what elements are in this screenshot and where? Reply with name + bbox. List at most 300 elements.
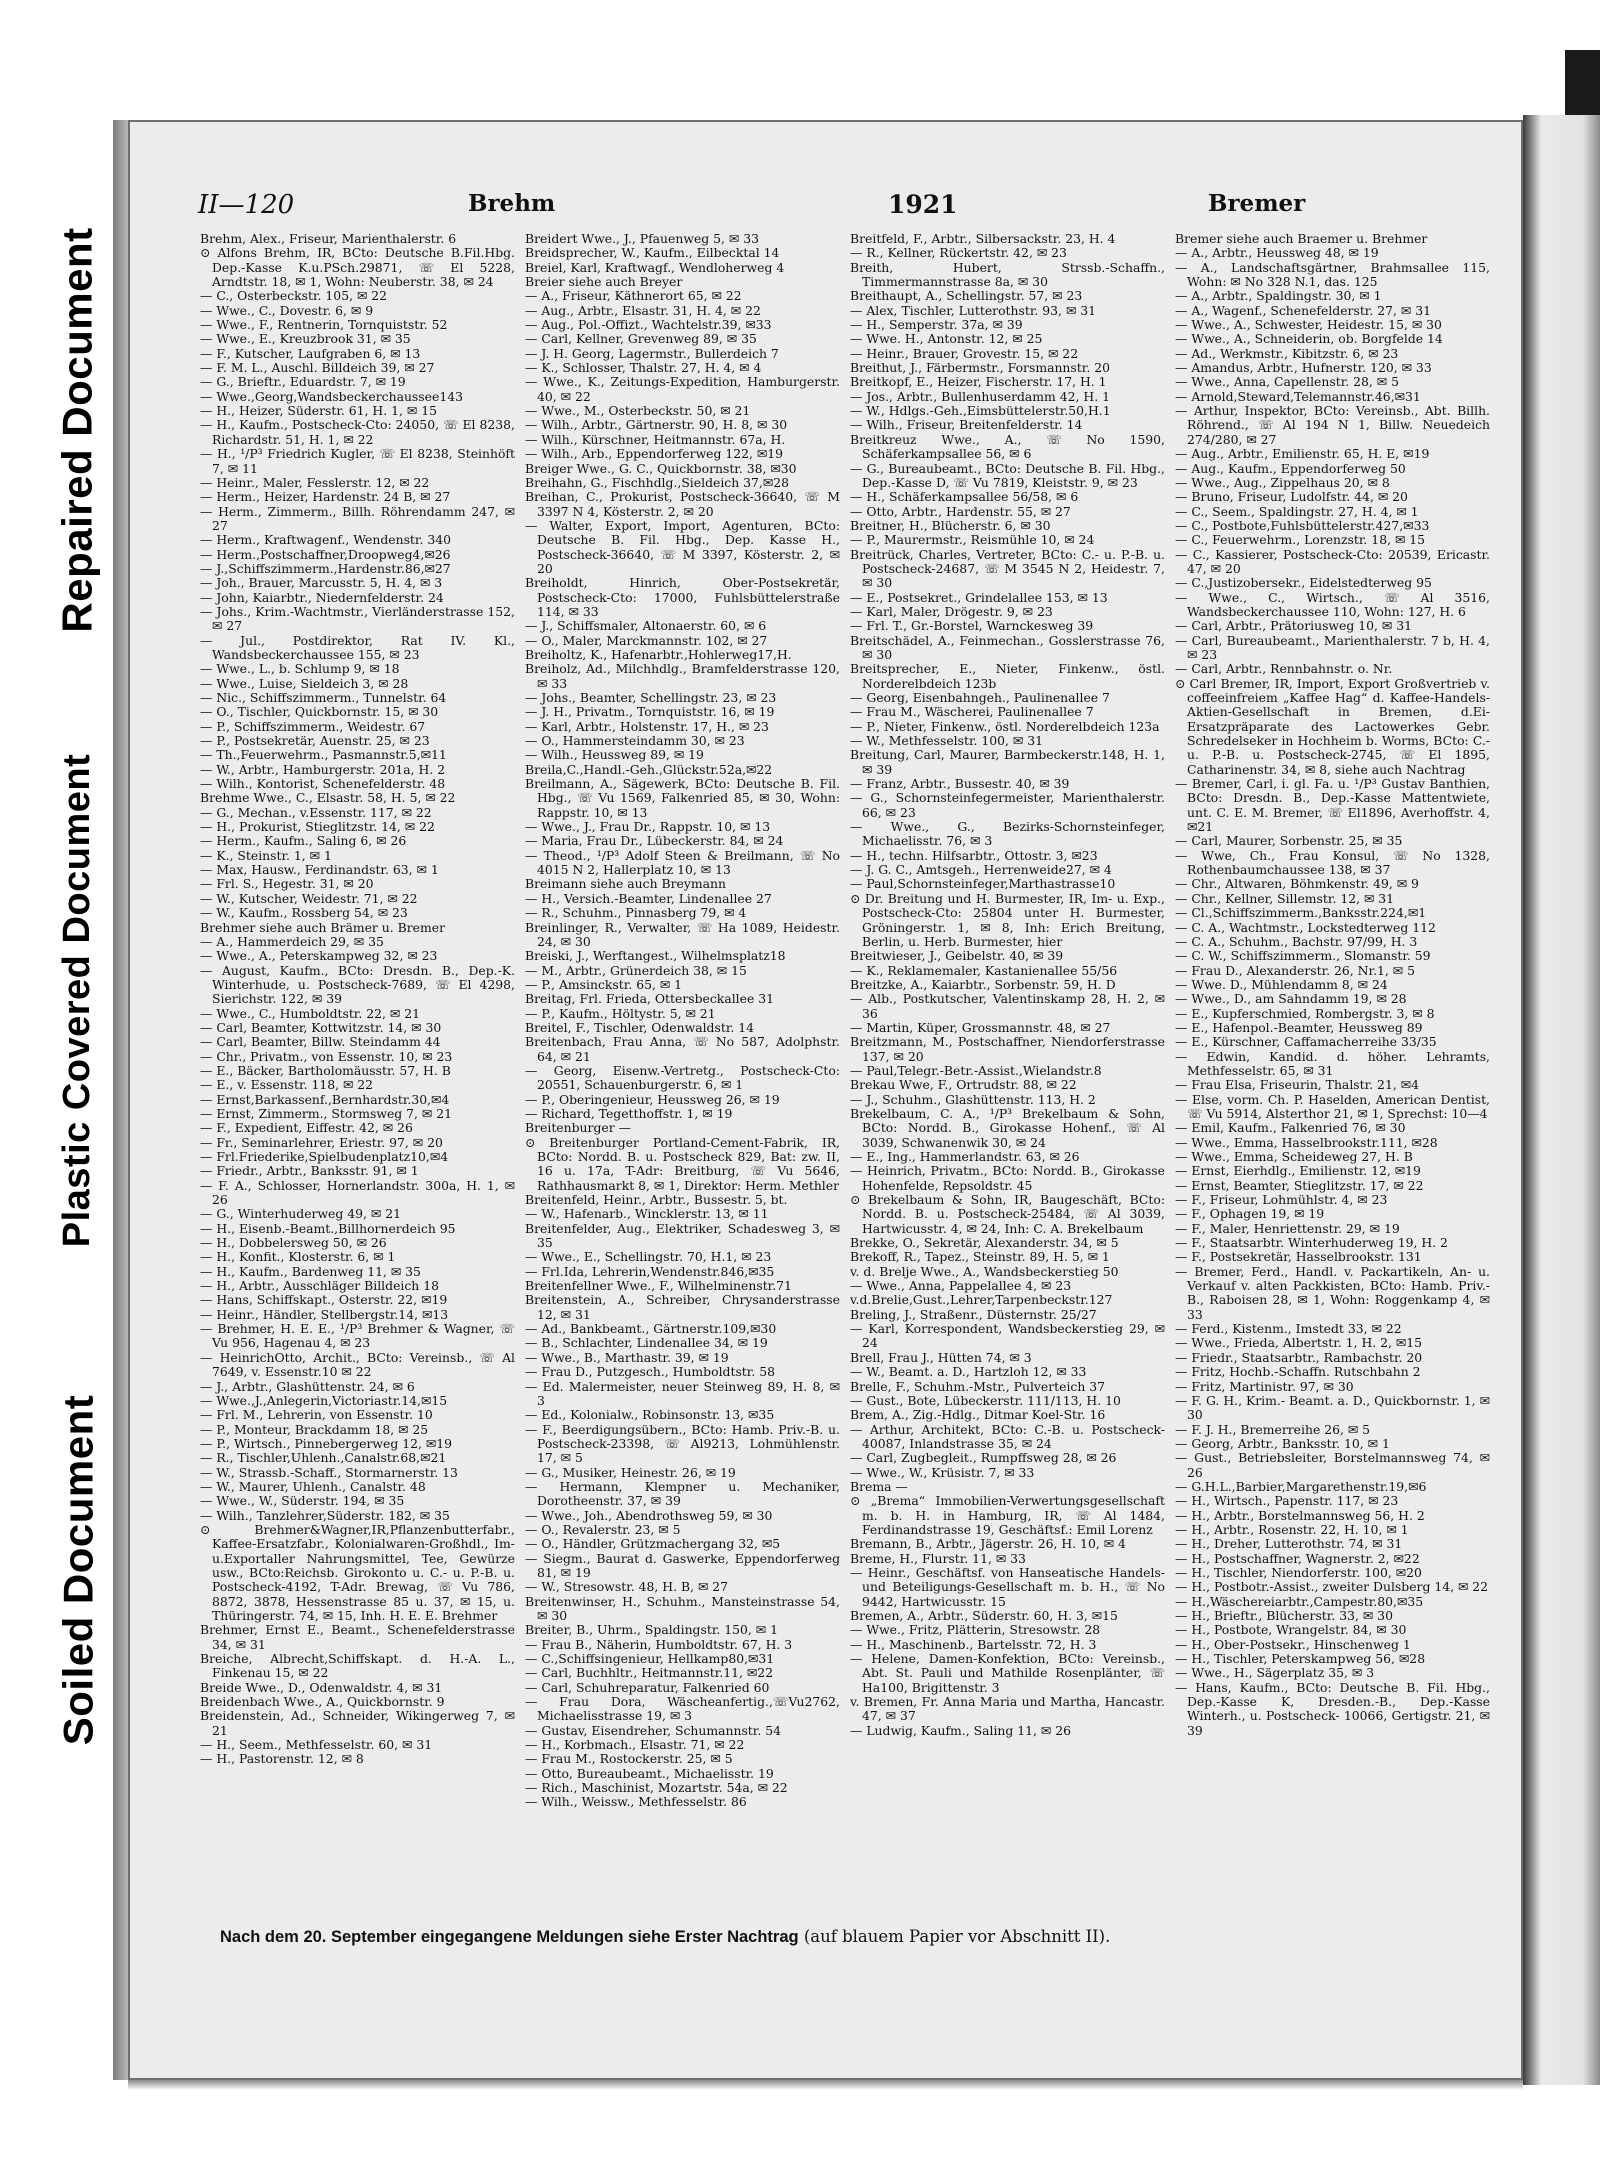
directory-entry: — O., Händler, Grützmachergang 32, ✉5 xyxy=(525,1536,781,1552)
directory-entry: — O., Hammersteindamm 30, ✉ 23 xyxy=(525,733,745,749)
directory-entry: — G., Winterhuderweg 49, ✉ 21 xyxy=(200,1206,401,1222)
directory-entry: — H., Dobbelersweg 50, ✉ 26 xyxy=(200,1235,387,1251)
directory-entry: — H., Prokurist, Stieglitzstr. 14, ✉ 22 xyxy=(200,819,435,835)
directory-entry: — Bremer, Ferd., Handl. v. Packartikeln, An- u. Verkauf v. alten Packkisten, BCto: Hamb. Priv.-B., Raboisen 28, ✉ 1, Wohn: Roggenkamp 4, ✉ 33 xyxy=(1175,1263,1490,1322)
directory-entry: — C., Feuerwehrm., Lorenzstr. 18, ✉ 15 xyxy=(1175,532,1426,548)
directory-entry: — H., Pastorenstr. 12, ✉ 8 xyxy=(200,1751,364,1767)
directory-entry: — F. A., Schlosser, Hornerlandstr. 300a, H. 1, ✉ 26 xyxy=(200,1177,515,1208)
directory-entry: — P., Kaufm., Höltystr. 5, ✉ 21 xyxy=(525,1005,716,1021)
directory-entry: — Frau B., Näherin, Humboldtstr. 67, H. 3 xyxy=(525,1636,793,1652)
directory-entry: — Siegm., Baurat d. Gaswerke, Eppendorferweg 81, ✉ 19 xyxy=(525,1550,840,1580)
directory-entry: — Maria, Frau Dr., Lübeckerstr. 84, ✉ 24 xyxy=(525,833,784,849)
directory-entry: — Johs., Beamter, Schellingstr. 23, ✉ 23 xyxy=(525,690,777,705)
directory-entry: Breitenfeld, Heinr., Arbtr., Bussestr. 5, bt. xyxy=(525,1192,788,1208)
directory-entry: — W., Arbtr., Hamburgerstr. 201a, H. 2 xyxy=(200,761,446,777)
directory-entry: — H., Arbtr., Rosenstr. 22, H. 10, ✉ 1 xyxy=(1175,1521,1409,1537)
directory-entry: — Gust., Bote, Lübeckerstr. 111/113, H. 10 xyxy=(850,1392,1121,1408)
directory-entry: — H., Eisenb.-Beamt.,Billhornerdeich 95 xyxy=(200,1220,456,1236)
directory-entry: — H., Heizer, Süderstr. 61, H. 1, ✉ 15 xyxy=(200,403,437,419)
directory-entry: Brell, Frau J., Hütten 74, ✉ 3 xyxy=(850,1349,1032,1365)
directory-entry: — Wwe., Joh., Abendrothsweg 59, ✉ 30 xyxy=(525,1507,773,1523)
directory-entry: — E., Postsekret., Grindelallee 153, ✉ 13 xyxy=(850,589,1108,605)
directory-entry: — Georg, Arbtr., Banksstr. 10, ✉ 1 xyxy=(1175,1435,1390,1451)
column-4 xyxy=(1175,232,1490,1892)
directory-entry: — Heinr., Geschäftsf. von Hanseatische Handels-und Beteiligungs-Gesellschaft m. b. H., ☏ No 9442, Hartwicusstr. 15 xyxy=(850,1564,1165,1609)
directory-entry: Breithaupt, A., Schellingstr. 57, ✉ 23 xyxy=(850,288,1083,304)
directory-entry: — F., Beerdigungsübern., BCto: Hamb. Priv.-B. u. Postscheck-23398, ☏ Al9213, Lohmühlenstr. 17, ✉ 5 xyxy=(525,1421,840,1466)
directory-entry: — A., Arbtr., Spaldingstr. 30, ✉ 1 xyxy=(1175,288,1382,304)
directory-entry: — Wwe., A., Schwester, Heidestr. 15, ✉ 30 xyxy=(1175,317,1442,333)
directory-entry: — H., Konfit., Klosterstr. 6, ✉ 1 xyxy=(200,1249,396,1265)
directory-entry: Breila,C.,Handl.-Geh.,Glückstr.52a,✉22 xyxy=(525,761,773,777)
directory-entry: — H., Postschaffner, Wagnerstr. 2, ✉22 xyxy=(1175,1550,1420,1566)
directory-entry: — Wwe., D., am Sahndamm 19, ✉ 28 xyxy=(1175,991,1407,1007)
column-3 xyxy=(850,232,1165,1892)
directory-entry: — Wwe., Anna, Capellenstr. 28, ✉ 5 xyxy=(1175,374,1399,390)
directory-entry: — Friedr., Arbtr., Banksstr. 91, ✉ 1 xyxy=(200,1163,419,1179)
directory-entry: — F., Expedient, Eiffestr. 42, ✉ 26 xyxy=(200,1120,413,1136)
directory-entry: — W., Hdlgs.-Geh.,Eimsbüttelerstr.50,H.1 xyxy=(850,403,1111,419)
directory-entry: — Frau Elsa, Friseurin, Thalstr. 21, ✉4 xyxy=(1175,1077,1419,1093)
plastic-covered-document-label xyxy=(48,720,108,1280)
directory-entry: — Franz, Arbtr., Bussestr. 40, ✉ 39 xyxy=(850,776,1070,792)
directory-entry: — Frl. T., Gr.-Borstel, Warnckesweg 39 xyxy=(850,618,1094,634)
directory-entry: — B., Schlachter, Lindenallee 34, ✉ 19 xyxy=(525,1335,768,1351)
directory-entry: Breitzmann, M., Postschaffner, Niendorferstrasse 137, ✉ 20 xyxy=(850,1034,1165,1064)
directory-entry: — J. G. C., Amtsgeh., Herrenweide27, ✉ 4 xyxy=(850,862,1112,878)
directory-entry: — Wwe., L., b. Schlump 9, ✉ 18 xyxy=(200,661,400,677)
directory-entry: — Aug., Arbtr., Emilienstr. 65, H. E, ✉19 xyxy=(1175,446,1430,462)
page-bottom-shadow xyxy=(128,2080,1523,2090)
directory-entry: Bremer siehe auch Braemer u. Brehmer xyxy=(1175,232,1428,246)
directory-entry: — H., Maschinenb., Bartelsstr. 72, H. 3 xyxy=(850,1636,1097,1652)
directory-entry: — Karl, Arbtr., Holstenstr. 17, H., ✉ 23 xyxy=(525,718,769,734)
directory-entry: — A., Hammerdeich 29, ✉ 35 xyxy=(200,933,384,949)
directory-entry: — H., ¹/P³ Friedrich Kugler, ☏ El 8238, Steinhöft 7, ✉ 11 xyxy=(200,446,515,476)
directory-entry: — Carl, Beamter, Billw. Steindamm 44 xyxy=(200,1034,441,1050)
next-page-edge xyxy=(1523,115,1600,2085)
directory-entry: — Joh., Brauer, Marcusstr. 5, H. 4, ✉ 3 xyxy=(200,575,443,591)
directory-entry: — August, Kaufm., BCto: Dresdn. B., Dep.-K. Winterhude, u. Postscheck-7689, ☏ El 4298, Sierichstr. 122, ✉ 39 xyxy=(200,962,515,1007)
directory-entry: — F., Ophagen 19, ✉ 19 xyxy=(1175,1206,1325,1222)
directory-entry: — Frl.Friederike,Spielbudenplatz10,✉4 xyxy=(200,1149,449,1164)
directory-entry: — R., Schuhm., Pinnasberg 79, ✉ 4 xyxy=(525,905,747,921)
directory-entry: — Rich., Maschinist, Mozartstr. 54a, ✉ 22 xyxy=(525,1780,788,1796)
directory-entry: — G., Musiker, Heinestr. 26, ✉ 19 xyxy=(525,1464,736,1480)
directory-entry: — J. H., Privatm., Tornquiststr. 16, ✉ 19 xyxy=(525,704,775,720)
directory-entry: — H., Arbtr., Borstelmannsweg 56, H. 2 xyxy=(1175,1507,1425,1523)
footer-note xyxy=(220,1927,1470,1947)
directory-entry: — Paul,Telegr.-Betr.-Assist.,Wielandstr.8 xyxy=(850,1062,1102,1078)
directory-entry: — Wwe., Emma, Hasselbrookstr.111, ✉28 xyxy=(1175,1134,1438,1150)
directory-entry: Brelle, F., Schuhm.-Mstr., Pulverteich 37 xyxy=(850,1378,1106,1394)
directory-entry: Breiche, Albrecht,Schiffskapt. d. H.-A. L., Finkenau 15, ✉ 22 xyxy=(200,1651,515,1681)
directory-entry: Breitrück, Charles, Vertreter, BCto: C.- u. P.-B. u. Postscheck-24687, ☏ M 3545 N 2, Heidestr. 7, ✉ 30 xyxy=(850,546,1165,591)
plastic-covered-document-text: Plastic Covered Document xyxy=(56,753,99,1247)
directory-entry: — A., Wagenf., Schenefelderstr. 27, ✉ 31 xyxy=(1175,302,1431,318)
directory-entry: — O., Maler, Marckmannstr. 102, ✉ 27 xyxy=(525,632,768,648)
directory-entry: — A., Arbtr., Heussweg 48, ✉ 19 xyxy=(1175,245,1379,261)
column-1 xyxy=(200,232,515,1892)
directory-entry: — Wwe., M., Osterbeckstr. 50, ✉ 21 xyxy=(525,403,751,419)
directory-entry: — E., Kupferschmied, Rombergstr. 3, ✉ 8 xyxy=(1175,1005,1435,1021)
directory-entry: — Th.,Feuerwehrm., Pasmannstr.5,✉11 xyxy=(200,747,447,763)
directory-entry: — C., Postbote,Fuhlsbüttelerstr.427,✉33 xyxy=(1175,517,1430,533)
directory-entry: — Arthur, Inspektor, BCto: Vereinsb., Abt. Billh. Röhrend., ☏ Al 194 N 1, Billw. Neuedeich 274/280, ✉ 27 xyxy=(1175,403,1490,447)
directory-entry: — Ernst, Zimmerm., Stormsweg 7, ✉ 21 xyxy=(200,1105,452,1121)
directory-entry: — Wilh., Friseur, Breitenfelderstr. 14 xyxy=(850,417,1083,433)
directory-entry: Breitfeld, F., Arbtr., Silbersackstr. 23, H. 4 xyxy=(850,232,1116,246)
directory-entry: — HeinrichOtto, Archit., BCto: Vereinsb., ☏ Al 7649, v. Essenstr.10 ✉ 22 xyxy=(200,1349,515,1380)
directory-entry: — Frau M., Wäscherei, Paulinenallee 7 xyxy=(850,704,1094,720)
directory-entry: — Wwe., F., Rentnerin, Tornquiststr. 52 xyxy=(200,317,448,333)
directory-entry: — Wwe., A., Peterskampweg 32, ✉ 23 xyxy=(200,948,438,964)
directory-entry: — Carl, Buchhltr., Heitmannstr.11, ✉22 xyxy=(525,1665,774,1681)
directory-entry: — H.,Wäschereiarbtr.,Campestr.80,✉35 xyxy=(1175,1593,1424,1609)
directory-entry: — Arnold,Steward,Telemannstr.46,✉31 xyxy=(1175,388,1421,404)
directory-entry: — P., Schiffszimmerm., Weidestr. 67 xyxy=(200,718,426,734)
directory-entry: — Aug., Kaufm., Eppendorferweg 50 xyxy=(1175,460,1406,476)
directory-entry: Breithut, J., Färbermstr., Forsmannstr. 20 xyxy=(850,360,1110,376)
directory-entry: — Wwe., E., Kreuzbrook 31, ✉ 35 xyxy=(200,331,411,347)
directory-entry: — H., Kaufm., Postscheck-Cto: 24050, ☏ El 8238, Richardstr. 51, H. 1, ✉ 22 xyxy=(200,417,515,447)
directory-entry: — K., Schlosser, Thalstr. 27, H. 4, ✉ 4 xyxy=(525,360,762,376)
directory-entry: Breihan, C., Prokurist, Postscheck-36640, ☏ M 3397 N 4, Kösterstr. 2, ✉ 20 xyxy=(525,489,840,519)
directory-entry: — R., Kellner, Rückertstr. 42, ✉ 23 xyxy=(850,245,1067,261)
directory-entry: Brehme Wwe., C., Elsastr. 58, H. 5, ✉ 22 xyxy=(200,790,456,806)
directory-entry: — F., Postsekretär, Hasselbrookstr. 131 xyxy=(1175,1249,1422,1265)
directory-entry: — Ed. Malermeister, neuer Steinweg 89, H. 8, ✉ 3 xyxy=(525,1378,840,1408)
directory-entry: — P., Amsinckstr. 65, ✉ 1 xyxy=(525,976,683,992)
directory-entry: — Frau D., Putzgesch., Humboldtstr. 58 xyxy=(525,1364,775,1380)
directory-entry: — C. A., Wachtmstr., Lockstedterweg 112 xyxy=(1175,919,1436,935)
directory-entry: — H., Postbotr.-Assist., zweiter Dulsberg 14, ✉ 22 xyxy=(1175,1579,1489,1595)
directory-entry: — H., Dreher, Lutterothstr. 74, ✉ 31 xyxy=(1175,1536,1403,1552)
directory-entry: — Nic., Schiffszimmerm., Tunnelstr. 64 xyxy=(200,690,447,705)
directory-entry: — Frl. S., Hegestr. 31, ✉ 20 xyxy=(200,876,374,892)
directory-entry: Breitenwinser, H., Schuhm., Mansteinstrasse 54, ✉ 30 xyxy=(525,1593,840,1623)
directory-entry: — Chr., Kellner, Sillemstr. 12, ✉ 31 xyxy=(1175,890,1395,906)
directory-entry: — Richard, Tegetthoffstr. 1, ✉ 19 xyxy=(525,1105,733,1121)
directory-entry: Breiski, J., Werftangest., Wilhelmsplatz18 xyxy=(525,948,786,964)
directory-entry: — M., Arbtr., Grünerdeich 38, ✉ 15 xyxy=(525,962,747,978)
directory-entry: Breitkreuz Wwe., A., ☏ No 1590, Schäferkampsallee 56, ✉ 6 xyxy=(850,431,1165,462)
directory-entry: — Alex, Tischler, Lutterothstr. 93, ✉ 31 xyxy=(850,302,1097,318)
directory-entry: Brekoff, R., Tapez., Steinstr. 89, H. 5, ✉ 1 xyxy=(850,1249,1110,1265)
directory-entry: — E., Hafenpol.-Beamter, Heussweg 89 xyxy=(1175,1019,1423,1035)
left-guide-word: Brehm xyxy=(468,190,556,217)
directory-entry: — C.,Schiffsingenieur, Hellkamp80,✉31 xyxy=(525,1651,775,1667)
directory-entry: — Wwe., K., Zeitungs-Expedition, Hamburgerstr. 40, ✉ 22 xyxy=(525,374,840,404)
directory-entry: — F., Kutscher, Laufgraben 6, ✉ 13 xyxy=(200,345,421,361)
directory-entry: — Wilh., Heussweg 89, ✉ 19 xyxy=(525,747,704,763)
directory-entry: — H., Brieftr., Blücherstr. 33, ✉ 30 xyxy=(1175,1608,1393,1623)
directory-entry: Bremen, A., Arbtr., Süderstr. 60, H. 3, ✉15 xyxy=(850,1608,1118,1623)
directory-entry: — Wwe., Luise, Sieldeich 3, ✉ 28 xyxy=(200,675,409,691)
directory-entry: — Ad., Bankbeamt., Gärtnerstr.109,✉30 xyxy=(525,1321,777,1337)
directory-entry: — Ernst,Barkassenf.,Bernhardstr.30,✉4 xyxy=(200,1091,450,1107)
directory-entry: — Amandus, Arbtr., Hufnerstr. 120, ✉ 33 xyxy=(1175,360,1432,376)
directory-entry: — Frl.Ida, Lehrerin,Wendenstr.846,✉35 xyxy=(525,1263,775,1279)
directory-entry: — Jos., Arbtr., Bullenhuserdamm 42, H. 1 xyxy=(850,388,1110,404)
directory-entry: — Alb., Postkutscher, Valentinskamp 28, H. 2, ✉ 36 xyxy=(850,991,1165,1021)
directory-entry: — Wilh., Arb., Eppendorferweg 122, ✉19 xyxy=(525,446,784,462)
directory-entry: — Carl, Arbtr., Rennbahnstr. o. Nr. xyxy=(1175,661,1393,677)
directory-entry: — G., Bureaubeamt., BCto: Deutsche B. Fil. Hbg., Dep.-Kasse D, ☏ Vu 7819, Kleiststr. 9, ✉ 23 xyxy=(850,460,1165,490)
directory-entry: — Wwe., C., Dovestr. 6, ✉ 9 xyxy=(200,302,374,318)
directory-entry: Brem, A., Zig.-Hdlg., Ditmar Koel-Str. 16 xyxy=(850,1407,1106,1423)
directory-entry: — C. W., Schiffszimmerm., Slomanstr. 59 xyxy=(1175,948,1431,964)
directory-entry: — Wilh., Kürschner, Heitmannstr. 67a, H. xyxy=(525,431,786,447)
directory-entry: Breilmann, A., Sägewerk, BCto: Deutsche B. Fil. Hbg., ☏ Vu 1569, Falkenried 85, ✉ 30, Wohn: Rappstr. 10, ✉ 13 xyxy=(525,776,840,820)
directory-entry: — C., Osterbeckstr. 105, ✉ 22 xyxy=(200,288,388,304)
directory-entry: Breitzke, A., Kaiarbtr., Sorbenstr. 59, H. D xyxy=(850,976,1116,992)
directory-entry: — Wwe.,Georg,Wandsbeckerchaussee143 xyxy=(200,388,463,404)
directory-entry: — Fritz, Hochb.-Schaffn. Rutschbahn 2 xyxy=(1175,1364,1421,1380)
directory-entry: Breidenbach Wwe., A., Quickbornstr. 9 xyxy=(200,1694,445,1710)
directory-entry: — Carl, Arbtr., Prätoriusweg 10, ✉ 31 xyxy=(1175,618,1412,634)
directory-entry: — Else, vorm. Ch. P. Haselden, American Dentist, ☏ Vu 5914, Alsterthor 21, ✉ 1, Sprechst: 10—4 xyxy=(1175,1091,1490,1121)
directory-entry: — Wwe. H., Antonstr. 12, ✉ 25 xyxy=(850,331,1043,347)
directory-entry: — Wwe., W., Süderstr. 194, ✉ 35 xyxy=(200,1493,405,1509)
directory-entry: — W., Beamt. a. D., Hartzloh 12, ✉ 33 xyxy=(850,1364,1087,1380)
directory-entry: Brehm, Alex., Friseur, Marienthalerstr. 6 xyxy=(200,232,457,246)
directory-entry: — F., Staatsarbtr. Winterhuderweg 19, H. 2 xyxy=(1175,1235,1448,1251)
directory-entry: — J., Schiffsmaler, Altonaerstr. 60, ✉ 6 xyxy=(525,618,767,634)
directory-entry: — Wwe., E., Schellingstr. 70, H.1, ✉ 23 xyxy=(525,1249,772,1265)
directory-entry: — Heinrich, Privatm., BCto: Nordd. B., Girokasse Hohenfelde, Repsoldstr. 45 xyxy=(850,1163,1165,1193)
directory-entry: — P., Postsekretär, Auenstr. 25, ✉ 23 xyxy=(200,733,430,749)
directory-entry: — Emil, Kaufm., Falkenried 76, ✉ 30 xyxy=(1175,1120,1406,1136)
directory-entry: — Wilh., Weissw., Methfesselstr. 86 xyxy=(525,1794,747,1810)
directory-entry: — P., Monteur, Brackdamm 18, ✉ 25 xyxy=(200,1421,429,1437)
directory-entry: — G., Mechan., v.Essenstr. 117, ✉ 22 xyxy=(200,804,432,820)
directory-entry: — P., Maurermstr., Reismühle 10, ✉ 24 xyxy=(850,532,1095,548)
directory-entry: — K., Reklamemaler, Kastanienallee 55/56 xyxy=(850,962,1118,978)
directory-entry: — W., Strassb.-Schaff., Stormarnerstr. 13 xyxy=(200,1464,458,1480)
directory-entry: — Wilh., Arbtr., Gärtnerstr. 90, H. 8, ✉ 30 xyxy=(525,417,788,433)
directory-entry: — E., v. Essenstr. 118, ✉ 22 xyxy=(200,1077,374,1093)
directory-entry: v. Bremen, Fr. Anna Maria und Martha, Hancastr. 47, ✉ 37 xyxy=(850,1694,1165,1724)
directory-entry: — Chr., Privatm., von Essenstr. 10, ✉ 23 xyxy=(200,1048,453,1064)
directory-entry: Breitel, F., Tischler, Odenwaldstr. 14 xyxy=(525,1019,755,1035)
directory-entry: Breitenbach, Frau Anna, ☏ No 587, Adolphstr. 64, ✉ 21 xyxy=(525,1034,840,1064)
directory-entry: Brekau Wwe, F., Ortrudstr. 88, ✉ 22 xyxy=(850,1077,1077,1093)
directory-entry: — Wwe., Frieda, Albertstr. 1, H. 2, ✉15 xyxy=(1175,1335,1423,1351)
directory-entry: — Wwe. D., Mühlendamm 8, ✉ 24 xyxy=(1175,976,1388,992)
directory-entry: — W., Kaufm., Rossberg 54, ✉ 23 xyxy=(200,905,408,921)
directory-entry: — Paul,Schornsteinfeger,Marthastrasse10 xyxy=(850,876,1116,892)
directory-entry: — Otto, Bureaubeamt., Michaelisstr. 19 xyxy=(525,1765,774,1781)
directory-entry: v. d. Brelje Wwe., A., Wandsbeckerstieg 50 xyxy=(850,1263,1119,1279)
directory-entry: — H., Seem., Methfesselstr. 60, ✉ 31 xyxy=(200,1737,433,1753)
directory-entry: Breitenfelder, Aug., Elektriker, Schadesweg 3, ✉ 35 xyxy=(525,1220,840,1251)
soiled-document-text: Soiled Document xyxy=(54,1394,102,1746)
directory-entry: — K., Steinstr. 1, ✉ 1 xyxy=(200,847,332,863)
directory-entry: — Wwe., Fritz, Plätterin, Stresowstr. 28 xyxy=(850,1622,1101,1638)
directory-entry: — H., Korbmach., Elsastr. 71, ✉ 22 xyxy=(525,1737,745,1753)
directory-entry: — W., Stresowstr. 48, H. B, ✉ 27 xyxy=(525,1579,729,1595)
directory-entry: — H., Tischler, Peterskampweg 56, ✉28 xyxy=(1175,1651,1426,1667)
directory-entry: — H., Schäferkampsallee 56/58, ✉ 6 xyxy=(850,489,1079,505)
directory-entry: Brehmer, Ernst E., Beamt., Schenefelderstrasse 34, ✉ 31 xyxy=(200,1622,515,1652)
directory-entry: — H., Versich.-Beamter, Lindenallee 27 xyxy=(525,890,772,906)
directory-entry: — Carl, Kellner, Grevenweg 89, ✉ 35 xyxy=(525,331,757,347)
directory-page xyxy=(128,120,1523,2080)
directory-entry: — H., techn. Hilfsarbtr., Ottostr. 3, ✉23 xyxy=(850,847,1098,863)
directory-entry: Breimann siehe auch Breymann xyxy=(525,876,726,892)
repaired-document-label xyxy=(48,150,108,710)
directory-entry: ⊙ Dr. Breitung und H. Burmester, IR, Im- u. Exp., Postscheck-Cto: 25804 unter H. Burmester, Gröningerstr. 1, ✉ 8, Inh: Erich Breitung, Berlin, u. Herb. Burmester, hier xyxy=(850,890,1165,949)
directory-entry: — Max, Hausw., Ferdinandstr. 63, ✉ 1 xyxy=(200,862,439,878)
directory-entry: — F. M. L., Auschl. Billdeich 39, ✉ 27 xyxy=(200,360,435,376)
directory-entry: — G.H.L.,Barbier,Margarethenstr.19,✉6 xyxy=(1175,1478,1427,1494)
directory-entry: — Georg, Eisenbahngeh., Paulinenallee 7 xyxy=(850,690,1110,705)
directory-entry: — Heinr., Maler, Fesslerstr. 12, ✉ 22 xyxy=(200,474,430,490)
directory-entry: — W., Maurer, Uhlenh., Canalstr. 48 xyxy=(200,1478,426,1494)
directory-entry: Breiholz, Ad., Milchhdlg., Bramfelderstrasse 120, ✉ 33 xyxy=(525,661,840,691)
directory-entry: — Otto, Arbtr., Hardenstr. 55, ✉ 27 xyxy=(850,503,1071,519)
directory-entry: Brekke, O., Sekretär, Alexanderstr. 34, ✉ 5 xyxy=(850,1235,1119,1251)
directory-entry: — H., Postbote, Wrangelstr. 84, ✉ 30 xyxy=(1175,1622,1407,1638)
repaired-document-text: Repaired Document xyxy=(54,227,101,633)
directory-entry: Breitenstein, A., Schreiber, Chrysanderstrasse 12, ✉ 31 xyxy=(525,1292,840,1322)
directory-entry: — O., Revalerstr. 23, ✉ 5 xyxy=(525,1521,681,1537)
directory-entry: — J., Arbtr., Glashüttenstr. 24, ✉ 6 xyxy=(200,1378,415,1394)
directory-entry: — Friedr., Staatsarbtr., Rambachstr. 20 xyxy=(1175,1349,1423,1365)
directory-entry: Breitkopf, E., Heizer, Fischerstr. 17, H. 1 xyxy=(850,374,1107,390)
directory-entry: ⊙ Alfons Brehm, IR, BCto: Deutsche B.Fil.Hbg. Dep.-Kasse K.u.PSch.29871, ☏ El 5228, Arndtstr. 18, ✉ 1, Wohn: Neuberstr. 38, ✉ 24 xyxy=(200,245,515,290)
directory-entry: — P., Nieter, Finkenw., östl. Norderelbdeich 123a xyxy=(850,718,1160,734)
directory-entry: — Wwe., W., Krüsistr. 7, ✉ 33 xyxy=(850,1464,1035,1480)
directory-entry: — Walter, Export, Import, Agenturen, BCto: Deutsche B. Fil. Hbg., Dep. Kasse H., Postscheck-36640, ☏ M 3397, Kösterstr. 2, ✉ 20 xyxy=(525,517,840,576)
directory-entry: — Brehmer, H. E. E., ¹/P³ Brehmer & Wagner, ☏ Vu 956, Hagenau 4, ✉ 23 xyxy=(200,1321,515,1351)
directory-entry: — Carl, Zugbegleit., Rumpffsweg 28, ✉ 26 xyxy=(850,1450,1117,1466)
directory-entry: Brema — xyxy=(850,1478,908,1494)
directory-entry: ⊙ Brehmer&Wagner,IR,Pflanzenbutterfabr., Kaffee-Ersatzfabr., Kolonialwaren-Großhdl., Im-u.Exportaller Nahrungsmittel, Tee, Gewürze usw., BCto:Reichsb. Girokonto u. C.- u. P.-B. u. Postscheck-4192, T-Adr. Brewag, ☏ Vu 786, 8872, 3878, Hessenstrasse 85 u. 37, ✉ 15, u. Thüringerstr. 74, ✉ 15, Inh. H. E. E. Brehmer xyxy=(200,1521,515,1623)
directory-entry: — Herm., Zimmerm., Billh. Röhrendamm 247, ✉ 27 xyxy=(200,503,515,533)
directory-entry: — Wwe, Ch., Frau Konsul, ☏ No 1328, Rothenbaumchaussee 138, ✉ 37 xyxy=(1175,847,1490,878)
directory-entry: Breitag, Frl. Frieda, Ottersbeckallee 31 xyxy=(525,991,774,1007)
directory-entry: Breitung, Carl, Maurer, Barmbeckerstr.148, H. 1, ✉ 39 xyxy=(850,747,1165,777)
directory-entry: — Aug., Pol.-Offizt., Wachtelstr.39, ✉33 xyxy=(525,317,772,333)
directory-entry: — C. A., Schuhm., Bachstr. 97/99, H. 3 xyxy=(1175,933,1418,949)
directory-entry: — Ed., Kolonialw., Robinsonstr. 13, ✉35 xyxy=(525,1407,775,1423)
directory-entry: — Wwe., Aug., Zippelhaus 20, ✉ 8 xyxy=(1175,474,1390,490)
directory-entry: Brehmer siehe auch Brämer u. Bremer xyxy=(200,919,445,935)
column-2 xyxy=(525,232,840,1892)
directory-entry: — Ludwig, Kaufm., Saling 11, ✉ 26 xyxy=(850,1722,1072,1738)
directory-entry: — F. J. H., Bremerreihe 26, ✉ 5 xyxy=(1175,1421,1371,1437)
directory-entry: ⊙ Breitenburger Portland-Cement-Fabrik, IR, BCto: Nordd. B. u. Postscheck 829, Bat: zw. II, 16 u. 17a, T-Adr: Breitburg, ☏ Vu 5646, Rathhausmarkt 8, ✉ 1, Direktor: Herm. Methler xyxy=(525,1134,840,1193)
directory-entry: — Wwe., A., Schneiderin, ob. Borgfelde 14 xyxy=(1175,331,1443,347)
directory-entry: Breitenfellner Wwe., F., Wilhelminenstr.71 xyxy=(525,1278,792,1294)
directory-entry: — J. H. Georg, Lagermstr., Bullerdeich 7 xyxy=(525,345,779,361)
directory-entry: — Martin, Küper, Grossmannstr. 48, ✉ 27 xyxy=(850,1019,1111,1035)
directory-entry: — Wwe., C., Wirtsch., ☏ Al 3516, Wandsbeckerchaussee 110, Wohn: 127, H. 6 xyxy=(1175,589,1490,619)
directory-entry: — P., Wirtsch., Pinnebergerweg 12, ✉19 xyxy=(200,1435,453,1451)
directory-entry: — Hans, Schiffskapt., Osterstr. 22, ✉19 xyxy=(200,1292,448,1308)
directory-entry: — Wwe., G., Bezirks-Schornsteinfeger, Michaelisstr. 76, ✉ 3 xyxy=(850,819,1165,849)
directory-entry: Breme, H., Flurstr. 11, ✉ 33 xyxy=(850,1550,1026,1566)
directory-entry: Breiter, B., Uhrm., Spaldingstr. 150, ✉ 1 xyxy=(525,1622,778,1638)
directory-entry: — F. G. H., Krim.- Beamt. a. D., Quickbornstr. 1, ✉ 30 xyxy=(1175,1392,1490,1423)
directory-entry: — Cl.,Schiffszimmerm.,Banksstr.224,✉1 xyxy=(1175,905,1427,921)
directory-entry: — Carl, Beamter, Kottwitzstr. 14, ✉ 30 xyxy=(200,1019,442,1035)
directory-entry: Breide Wwe., D., Odenwaldstr. 4, ✉ 31 xyxy=(200,1679,443,1695)
directory-entry: — Frl. M., Lehrerin, von Essenstr. 10 xyxy=(200,1407,433,1423)
directory-entry: — Aug., Arbtr., Elsastr. 31, H. 4, ✉ 22 xyxy=(525,302,761,318)
directory-entry: — E., Ing., Hammerlandstr. 63, ✉ 26 xyxy=(850,1149,1080,1164)
directory-entry: — Wwe., Emma, Scheideweg 27, H. B xyxy=(1175,1149,1413,1164)
year: 1921 xyxy=(888,190,958,219)
directory-entry: — Jul., Postdirektor, Rat IV. Kl., Wandsbeckerchaussee 155, ✉ 23 xyxy=(200,632,515,662)
directory-entry: — F., Friseur, Lohmühlstr. 4, ✉ 23 xyxy=(1175,1192,1388,1208)
directory-entry: — Gust., Betriebsleiter, Borstelmannsweg 74, ✉ 26 xyxy=(1175,1450,1490,1480)
directory-entry: — Wwe., H., Sägerplatz 35, ✉ 3 xyxy=(1175,1665,1375,1681)
directory-entry: — Fr., Seminarlehrer, Eriestr. 97, ✉ 20 xyxy=(200,1134,443,1150)
directory-entry: — Chr., Altwaren, Böhmkenstr. 49, ✉ 9 xyxy=(1175,876,1419,892)
page-number: II—120 xyxy=(198,190,295,220)
directory-entry: — Carl, Bureaubeamt., Marienthalerstr. 7 b, H. 4, ✉ 23 xyxy=(1175,632,1490,662)
directory-entry: — G., Schornsteinfegermeister, Marienthalerstr. 66, ✉ 23 xyxy=(850,790,1165,820)
directory-entry: Brekelbaum, C. A., ¹/P³ Brekelbaum & Sohn, BCto: Nordd. B., Girokasse Hohenf., ☏ Al 3039, Schwanenwik 30, ✉ 24 xyxy=(850,1105,1165,1150)
directory-entry: Breidsprecher, W., Kaufm., Eilbecktal 14 xyxy=(525,245,780,261)
directory-entry: Bremann, B., Arbtr., Jägerstr. 26, H. 10, ✉ 4 xyxy=(850,1536,1126,1552)
directory-entry: Breiholdt, Hinrich, Ober-Postsekretär, Postscheck-Cto: 17000, Fuhlsbüttelerstraße 114, ✉ 33 xyxy=(525,575,840,619)
directory-entry: — Georg, Eisenw.-Vertretg., Postscheck-Cto: 20551, Schauenburgerstr. 6, ✉ 1 xyxy=(525,1062,840,1093)
directory-entry: — F., Maler, Henriettenstr. 29, ✉ 19 xyxy=(1175,1220,1400,1236)
directory-entry: Breitsprecher, E., Nieter, Finkenw., östl. Norderelbdeich 123b xyxy=(850,661,1165,691)
directory-entry: — Hermann, Klempner u. Mechaniker, Dorotheenstr. 37, ✉ 39 xyxy=(525,1478,840,1509)
directory-entry: — Arthur, Architekt, BCto: C.-B. u. Postscheck-40087, Inlandstrasse 35, ✉ 24 xyxy=(850,1421,1165,1451)
directory-entry: — Wilh., Kontorist, Schenefelderstr. 48 xyxy=(200,776,446,792)
directory-entry: — H., Ober-Postsekr., Hinschenweg 1 xyxy=(1175,1636,1411,1652)
directory-entry: Breiger Wwe., G. C., Quickbornstr. 38, ✉30 xyxy=(525,460,797,476)
directory-entry: — H., Kaufm., Bardenweg 11, ✉ 35 xyxy=(200,1263,421,1279)
directory-entry: — Frau D., Alexanderstr. 26, Nr.1, ✉ 5 xyxy=(1175,962,1415,978)
directory-entry: — Heinr., Brauer, Grovestr. 15, ✉ 22 xyxy=(850,345,1079,361)
directory-entry: — John, Kaiarbtr., Niedernfelderstr. 24 xyxy=(200,589,444,605)
directory-entry: — Wwe.,J.,Anlegerin,Victoriastr.14,✉15 xyxy=(200,1392,448,1408)
directory-entry: — G., Brieftr., Eduardstr. 7, ✉ 19 xyxy=(200,374,406,390)
directory-entry: ⊙ „Brema“ Immobilien-Verwertungsgesellschaft m. b. H. in Hamburg, IR, ☏ Al 1484, Ferdinandstrasse 19, Geschäftsf.: Emil Lorenz xyxy=(850,1493,1165,1537)
directory-entry: — Wwe., Anna, Pappelallee 4, ✉ 23 xyxy=(850,1278,1072,1294)
directory-entry: — Wwe., J., Frau Dr., Rappstr. 10, ✉ 13 xyxy=(525,819,771,835)
directory-entry: — C., Seem., Spaldingstr. 27, H. 4, ✉ 1 xyxy=(1175,503,1419,519)
directory-entry: — Heinr., Händler, Stellbergstr.14, ✉13 xyxy=(200,1306,449,1322)
directory-entry: — Herm.,Postschaffner,Droopweg4,✉26 xyxy=(200,546,451,562)
directory-entry: — Fritz, Martinistr. 97, ✉ 30 xyxy=(1175,1378,1354,1394)
directory-entry: — Hans, Kaufm., BCto: Deutsche B. Fil. Hbg., Dep.-Kasse K, Dresden.-B., Dep.-Kasse Winterh., u. Postscheck- 10066, Gertigstr. 21, ✉ 39 xyxy=(1175,1679,1490,1738)
directory-entry: — E., Kürschner, Caffamacherreihe 33/35 xyxy=(1175,1034,1437,1050)
soiled-document-label xyxy=(48,1290,108,1850)
entry-columns xyxy=(200,232,1490,1892)
directory-entry: — Wwe., C., Humboldtstr. 22, ✉ 21 xyxy=(200,1005,420,1021)
directory-entry: — Edwin, Kandid. d. höher. Lehramts, Methfesselstr. 65, ✉ 31 xyxy=(1175,1048,1490,1078)
directory-entry: — Carl, Schuhreparatur, Falkenried 60 xyxy=(525,1679,770,1695)
directory-entry: Breitschädel, A., Feinmechan., Gosslerstrasse 76, ✉ 30 xyxy=(850,632,1165,662)
directory-entry: Breinlinger, R., Verwalter, ☏ Ha 1089, Heidestr. 24, ✉ 30 xyxy=(525,919,840,949)
directory-entry: — Herm., Heizer, Hardenstr. 24 B, ✉ 27 xyxy=(200,489,451,505)
directory-entry: — J.,Schiffszimmerm.,Hardenstr.86,✉27 xyxy=(200,560,451,576)
footer-parenthetical: (auf blauem Papier vor Abschnitt II). xyxy=(803,1927,1111,1946)
directory-entry: — Frau Dora, Wäscheanfertig.,☏Vu2762, Michaelisstrasse 19, ✉ 3 xyxy=(525,1694,840,1724)
directory-entry: — Carl, Maurer, Sorbenstr. 25, ✉ 35 xyxy=(1175,833,1403,849)
directory-entry: — H., Wirtsch., Papenstr. 117, ✉ 23 xyxy=(1175,1493,1399,1509)
directory-entry: Breling, J., Straßenr., Düsternstr. 25/27 xyxy=(850,1306,1097,1322)
directory-entry: — W., Hafenarb., Wincklerstr. 13, ✉ 11 xyxy=(525,1206,769,1222)
